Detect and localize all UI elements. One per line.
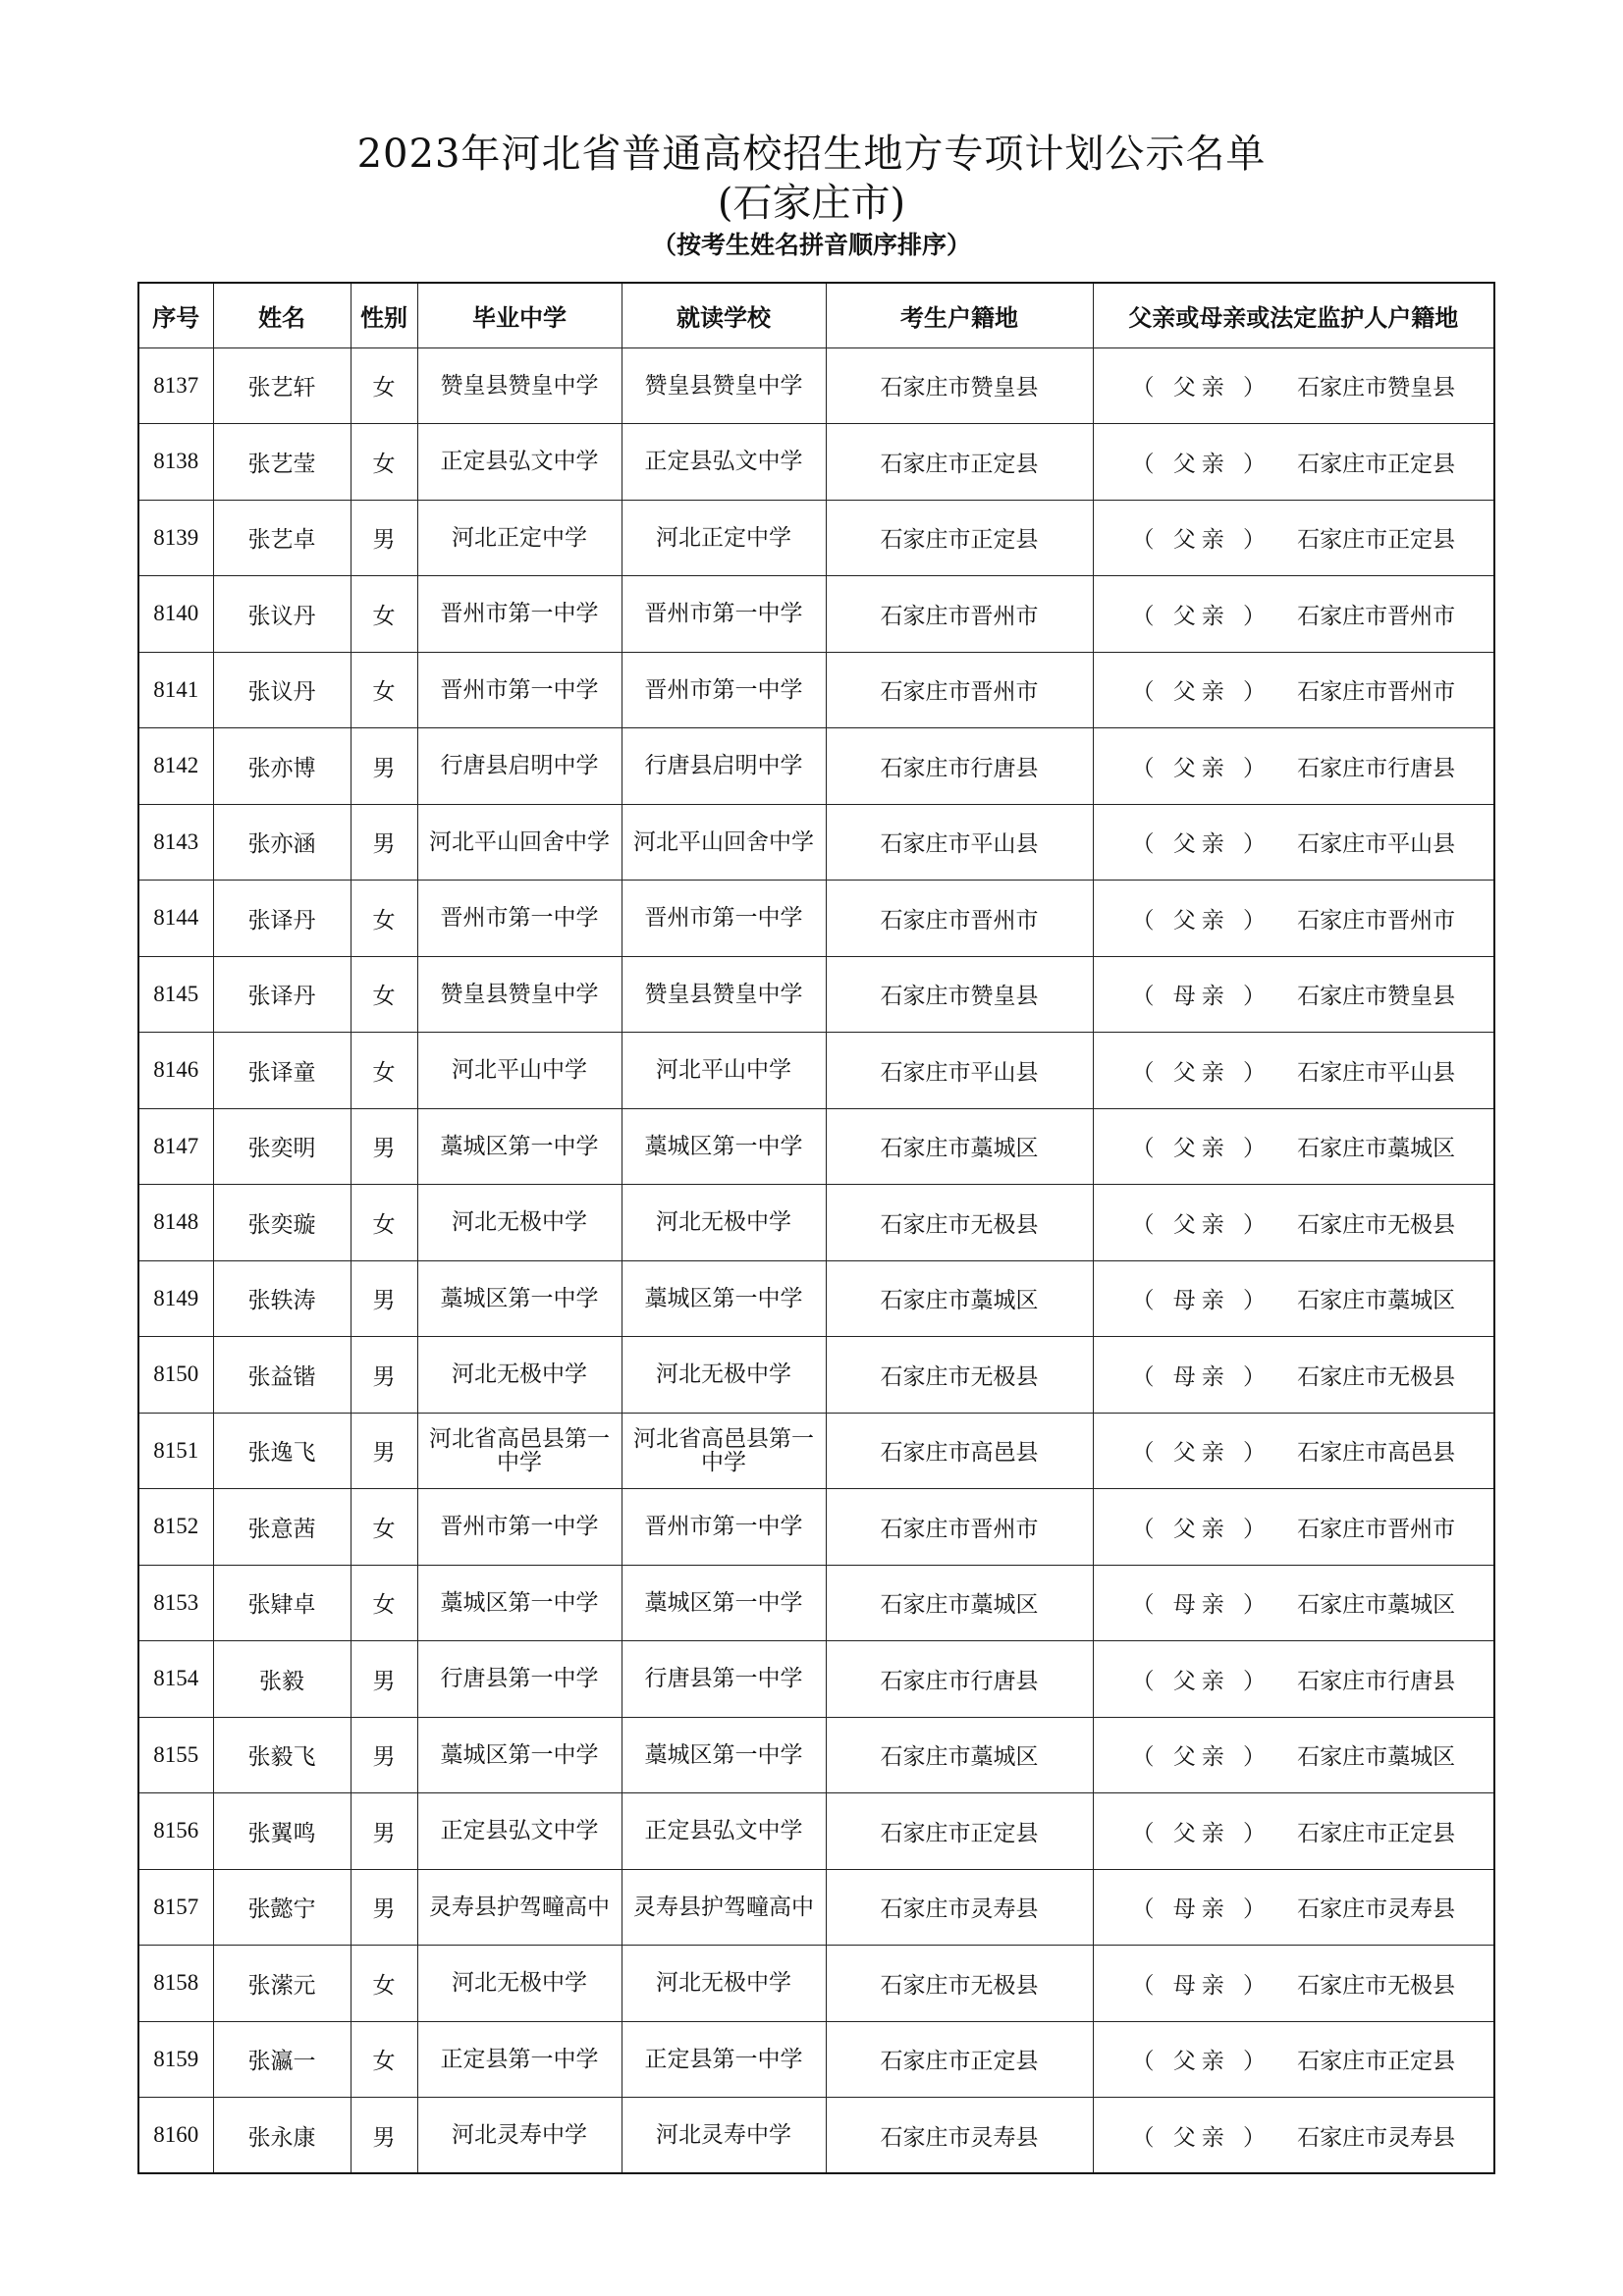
guardian-relation: （ 父亲 ）	[1131, 1820, 1272, 1846]
cell-hukou: 石家庄市行唐县	[826, 728, 1093, 805]
cell-gender: 女	[351, 2021, 417, 2098]
cell-study-school: 行唐县启明中学	[622, 728, 826, 805]
table-row	[138, 1337, 1494, 1414]
cell-guardian-hukou	[1093, 1489, 1494, 1566]
cell-hukou: 石家庄市晋州市	[826, 652, 1093, 728]
table-row	[138, 2098, 1494, 2174]
cell-study-school: 赞皇县赞皇中学	[622, 347, 826, 424]
cell-gender: 女	[351, 1946, 417, 2022]
cell-study-school: 正定县第一中学	[622, 2021, 826, 2098]
cell-grad-school: 藁城区第一中学	[417, 1717, 622, 1793]
cell-hukou: 石家庄市无极县	[826, 1337, 1093, 1414]
table-row	[138, 1717, 1494, 1793]
cell-name: 张议丹	[213, 576, 351, 653]
cell-study-school: 河北灵寿中学	[622, 2098, 826, 2174]
guardian-relation: （ 父亲 ）	[1131, 2049, 1272, 2075]
roster-body	[138, 347, 1494, 2173]
cell-study-school: 河北平山回舍中学	[622, 804, 826, 881]
guardian-relation: （ 父亲 ）	[1131, 1440, 1272, 1467]
cell-name: 张奕璇	[213, 1185, 351, 1261]
cell-name: 张懿宁	[213, 1869, 351, 1946]
guardian-relation: （ 父亲 ）	[1131, 375, 1272, 401]
cell-grad-school: 赞皇县赞皇中学	[417, 347, 622, 424]
cell-name: 张逸飞	[213, 1413, 351, 1489]
guardian-hukou: 石家庄市灵寿县	[1297, 2124, 1456, 2151]
guardian-relation: （ 父亲 ）	[1131, 907, 1272, 934]
guardian-relation: （ 母亲 ）	[1131, 1363, 1272, 1390]
cell-study-school: 河北无极中学	[622, 1946, 826, 2022]
header-guardian-hukou: 父亲或母亲或法定监护人户籍地	[1093, 283, 1494, 347]
cell-grad-school: 藁城区第一中学	[417, 1565, 622, 1641]
cell-hukou: 石家庄市晋州市	[826, 576, 1093, 653]
guardian-hukou: 石家庄市藁城区	[1297, 1744, 1456, 1771]
cell-hukou: 石家庄市正定县	[826, 500, 1093, 576]
cell-study-school: 灵寿县护驾疃高中	[622, 1869, 826, 1946]
cell-guardian-hukou	[1093, 1946, 1494, 2022]
guardian-hukou: 石家庄市赞皇县	[1297, 375, 1456, 401]
cell-guardian-hukou	[1093, 1641, 1494, 1718]
guardian-hukou: 石家庄市正定县	[1297, 451, 1456, 477]
guardian-relation: （ 父亲 ）	[1131, 679, 1272, 706]
cell-gender: 女	[351, 1565, 417, 1641]
cell-no: 8149	[138, 1260, 213, 1337]
guardian-relation: （ 父亲 ）	[1131, 603, 1272, 629]
cell-hukou: 石家庄市藁城区	[826, 1565, 1093, 1641]
cell-hukou: 石家庄市藁城区	[826, 1717, 1093, 1793]
table-row	[138, 728, 1494, 805]
cell-name: 张轶涛	[213, 1260, 351, 1337]
table-row	[138, 1489, 1494, 1566]
cell-no: 8157	[138, 1869, 213, 1946]
table-row	[138, 1108, 1494, 1185]
cell-study-school: 藁城区第一中学	[622, 1565, 826, 1641]
cell-no: 8142	[138, 728, 213, 805]
guardian-hukou: 石家庄市行唐县	[1297, 755, 1456, 781]
cell-name: 张毅飞	[213, 1717, 351, 1793]
cell-name: 张潆元	[213, 1946, 351, 2022]
header-row	[138, 283, 1494, 347]
guardian-relation: （ 父亲 ）	[1131, 1211, 1272, 1238]
cell-study-school: 河北正定中学	[622, 500, 826, 576]
guardian-hukou: 石家庄市正定县	[1297, 1820, 1456, 1846]
guardian-relation: （ 父亲 ）	[1131, 527, 1272, 554]
cell-hukou: 石家庄市无极县	[826, 1185, 1093, 1261]
cell-no: 8138	[138, 424, 213, 501]
cell-study-school: 正定县弘文中学	[622, 424, 826, 501]
cell-no: 8150	[138, 1337, 213, 1414]
cell-no: 8145	[138, 956, 213, 1033]
table-row	[138, 500, 1494, 576]
cell-name: 张意茜	[213, 1489, 351, 1566]
cell-name: 张艺莹	[213, 424, 351, 501]
cell-grad-school: 藁城区第一中学	[417, 1260, 622, 1337]
cell-grad-school: 灵寿县护驾疃高中	[417, 1869, 622, 1946]
cell-guardian-hukou	[1093, 1033, 1494, 1109]
cell-gender: 男	[351, 1717, 417, 1793]
cell-gender: 男	[351, 500, 417, 576]
guardian-hukou: 石家庄市平山县	[1297, 1059, 1456, 1086]
guardian-relation: （ 母亲 ）	[1131, 984, 1272, 1010]
cell-name: 张译丹	[213, 956, 351, 1033]
cell-no: 8140	[138, 576, 213, 653]
header-hukou: 考生户籍地	[826, 283, 1093, 347]
cell-grad-school: 晋州市第一中学	[417, 652, 622, 728]
cell-gender: 女	[351, 956, 417, 1033]
cell-gender: 男	[351, 1260, 417, 1337]
cell-no: 8141	[138, 652, 213, 728]
cell-hukou: 石家庄市平山县	[826, 1033, 1093, 1109]
cell-guardian-hukou	[1093, 1108, 1494, 1185]
cell-guardian-hukou	[1093, 1717, 1494, 1793]
cell-guardian-hukou	[1093, 424, 1494, 501]
guardian-hukou: 石家庄市赞皇县	[1297, 984, 1456, 1010]
cell-name: 张艺轩	[213, 347, 351, 424]
cell-gender: 男	[351, 1793, 417, 1870]
page-title: 2023年河北省普通高校招生地方专项计划公示名单	[356, 132, 1267, 177]
cell-grad-school: 河北灵寿中学	[417, 2098, 622, 2174]
cell-study-school: 藁城区第一中学	[622, 1717, 826, 1793]
cell-study-school: 河北无极中学	[622, 1337, 826, 1414]
guardian-hukou: 石家庄市无极县	[1297, 1363, 1456, 1390]
cell-hukou: 石家庄市藁城区	[826, 1108, 1093, 1185]
cell-guardian-hukou	[1093, 804, 1494, 881]
header-gender: 性别	[351, 283, 417, 347]
cell-study-school: 正定县弘文中学	[622, 1793, 826, 1870]
cell-hukou: 石家庄市藁城区	[826, 1260, 1093, 1337]
cell-guardian-hukou	[1093, 728, 1494, 805]
cell-grad-school: 河北无极中学	[417, 1185, 622, 1261]
guardian-relation: （ 父亲 ）	[1131, 1744, 1272, 1771]
cell-guardian-hukou	[1093, 1185, 1494, 1261]
cell-no: 8147	[138, 1108, 213, 1185]
header-no: 序号	[138, 283, 213, 347]
cell-name: 张毅	[213, 1641, 351, 1718]
cell-gender: 男	[351, 804, 417, 881]
guardian-hukou: 石家庄市晋州市	[1297, 603, 1456, 629]
cell-gender: 女	[351, 652, 417, 728]
cell-study-school: 藁城区第一中学	[622, 1260, 826, 1337]
cell-hukou: 石家庄市行唐县	[826, 1641, 1093, 1718]
cell-name: 张瀛一	[213, 2021, 351, 2098]
cell-gender: 男	[351, 1413, 417, 1489]
cell-guardian-hukou	[1093, 576, 1494, 653]
table-row	[138, 1946, 1494, 2022]
cell-gender: 女	[351, 347, 417, 424]
cell-name: 张肄卓	[213, 1565, 351, 1641]
cell-grad-school: 藁城区第一中学	[417, 1108, 622, 1185]
cell-grad-school: 晋州市第一中学	[417, 881, 622, 957]
cell-hukou: 石家庄市晋州市	[826, 881, 1093, 957]
cell-no: 8155	[138, 1717, 213, 1793]
table-row	[138, 424, 1494, 501]
cell-no: 8153	[138, 1565, 213, 1641]
table-row	[138, 1185, 1494, 1261]
cell-name: 张永康	[213, 2098, 351, 2174]
guardian-hukou: 石家庄市晋州市	[1297, 907, 1456, 934]
cell-name: 张亦博	[213, 728, 351, 805]
cell-hukou: 石家庄市无极县	[826, 1946, 1093, 2022]
cell-gender: 女	[351, 1185, 417, 1261]
cell-gender: 男	[351, 1641, 417, 1718]
cell-name: 张翼鸣	[213, 1793, 351, 1870]
cell-grad-school: 河北平山中学	[417, 1033, 622, 1109]
cell-gender: 男	[351, 1869, 417, 1946]
cell-name: 张亦涵	[213, 804, 351, 881]
cell-name: 张译童	[213, 1033, 351, 1109]
cell-study-school: 河北省高邑县第一中学	[622, 1413, 826, 1489]
cell-hukou: 石家庄市正定县	[826, 1793, 1093, 1870]
cell-no: 8144	[138, 881, 213, 957]
guardian-hukou: 石家庄市正定县	[1297, 2049, 1456, 2075]
cell-hukou: 石家庄市正定县	[826, 424, 1093, 501]
guardian-hukou: 石家庄市高邑县	[1297, 1440, 1456, 1467]
table-row	[138, 576, 1494, 653]
cell-gender: 女	[351, 1033, 417, 1109]
cell-guardian-hukou	[1093, 1869, 1494, 1946]
table-row	[138, 1641, 1494, 1718]
table-row	[138, 652, 1494, 728]
table-row	[138, 804, 1494, 881]
cell-grad-school: 赞皇县赞皇中学	[417, 956, 622, 1033]
cell-gender: 女	[351, 1489, 417, 1566]
cell-study-school: 河北平山中学	[622, 1033, 826, 1109]
cell-study-school: 晋州市第一中学	[622, 1489, 826, 1566]
cell-gender: 女	[351, 576, 417, 653]
cell-hukou: 石家庄市高邑县	[826, 1413, 1093, 1489]
cell-hukou: 石家庄市晋州市	[826, 1489, 1093, 1566]
guardian-hukou: 石家庄市藁城区	[1297, 1288, 1456, 1314]
guardian-relation: （ 父亲 ）	[1131, 1059, 1272, 1086]
cell-gender: 男	[351, 1108, 417, 1185]
cell-no: 8139	[138, 500, 213, 576]
table-row	[138, 1793, 1494, 1870]
cell-guardian-hukou	[1093, 347, 1494, 424]
cell-grad-school: 行唐县启明中学	[417, 728, 622, 805]
cell-study-school: 晋州市第一中学	[622, 652, 826, 728]
table-row	[138, 1565, 1494, 1641]
guardian-relation: （ 父亲 ）	[1131, 1136, 1272, 1162]
sort-note: （按考生姓名拼音顺序排序）	[651, 231, 971, 259]
table-row	[138, 881, 1494, 957]
guardian-relation: （ 父亲 ）	[1131, 755, 1272, 781]
cell-grad-school: 河北无极中学	[417, 1946, 622, 2022]
cell-study-school: 藁城区第一中学	[622, 1108, 826, 1185]
cell-name: 张益锴	[213, 1337, 351, 1414]
cell-gender: 男	[351, 2098, 417, 2174]
cell-hukou: 石家庄市灵寿县	[826, 1869, 1093, 1946]
cell-no: 8143	[138, 804, 213, 881]
guardian-relation: （ 父亲 ）	[1131, 1516, 1272, 1542]
table-row	[138, 347, 1494, 424]
cell-gender: 男	[351, 728, 417, 805]
cell-no: 8159	[138, 2021, 213, 2098]
guardian-hukou: 石家庄市行唐县	[1297, 1668, 1456, 1694]
cell-grad-school: 晋州市第一中学	[417, 576, 622, 653]
page-subtitle: (石家庄市)	[717, 181, 906, 226]
guardian-hukou: 石家庄市正定县	[1297, 527, 1456, 554]
cell-study-school: 赞皇县赞皇中学	[622, 956, 826, 1033]
cell-grad-school: 河北省高邑县第一中学	[417, 1413, 622, 1489]
cell-hukou: 石家庄市赞皇县	[826, 956, 1093, 1033]
roster-table	[137, 282, 1495, 2174]
cell-gender: 女	[351, 424, 417, 501]
header-name: 姓名	[213, 283, 351, 347]
cell-guardian-hukou	[1093, 881, 1494, 957]
guardian-relation: （ 母亲 ）	[1131, 1592, 1272, 1619]
cell-guardian-hukou	[1093, 1260, 1494, 1337]
cell-guardian-hukou	[1093, 2021, 1494, 2098]
guardian-relation: （ 父亲 ）	[1131, 2124, 1272, 2151]
cell-gender: 女	[351, 881, 417, 957]
cell-guardian-hukou	[1093, 1793, 1494, 1870]
cell-study-school: 行唐县第一中学	[622, 1641, 826, 1718]
cell-grad-school: 正定县弘文中学	[417, 424, 622, 501]
cell-guardian-hukou	[1093, 1565, 1494, 1641]
cell-no: 8158	[138, 1946, 213, 2022]
cell-name: 张艺卓	[213, 500, 351, 576]
table-row	[138, 2021, 1494, 2098]
cell-grad-school: 晋州市第一中学	[417, 1489, 622, 1566]
cell-no: 8146	[138, 1033, 213, 1109]
guardian-hukou: 石家庄市无极县	[1297, 1211, 1456, 1238]
guardian-relation: （ 父亲 ）	[1131, 1668, 1272, 1694]
guardian-hukou: 石家庄市晋州市	[1297, 679, 1456, 706]
cell-gender: 男	[351, 1337, 417, 1414]
cell-no: 8154	[138, 1641, 213, 1718]
cell-grad-school: 行唐县第一中学	[417, 1641, 622, 1718]
table-row	[138, 1260, 1494, 1337]
cell-study-school: 晋州市第一中学	[622, 881, 826, 957]
cell-no: 8151	[138, 1413, 213, 1489]
cell-guardian-hukou	[1093, 956, 1494, 1033]
cell-hukou: 石家庄市灵寿县	[826, 2098, 1093, 2174]
cell-study-school: 晋州市第一中学	[622, 576, 826, 653]
table-row	[138, 1033, 1494, 1109]
guardian-relation: （ 父亲 ）	[1131, 451, 1272, 477]
guardian-relation: （ 母亲 ）	[1131, 1288, 1272, 1314]
cell-no: 8137	[138, 347, 213, 424]
guardian-hukou: 石家庄市平山县	[1297, 831, 1456, 858]
header-study-school: 就读学校	[622, 283, 826, 347]
guardian-relation: （ 母亲 ）	[1131, 1896, 1272, 1923]
cell-guardian-hukou	[1093, 500, 1494, 576]
cell-no: 8152	[138, 1489, 213, 1566]
table-row	[138, 956, 1494, 1033]
cell-no: 8148	[138, 1185, 213, 1261]
cell-grad-school: 正定县弘文中学	[417, 1793, 622, 1870]
header-grad-school: 毕业中学	[417, 283, 622, 347]
cell-hukou: 石家庄市平山县	[826, 804, 1093, 881]
cell-grad-school: 正定县第一中学	[417, 2021, 622, 2098]
cell-guardian-hukou	[1093, 2098, 1494, 2174]
cell-guardian-hukou	[1093, 1337, 1494, 1414]
cell-no: 8160	[138, 2098, 213, 2174]
cell-grad-school: 河北正定中学	[417, 500, 622, 576]
cell-study-school: 河北无极中学	[622, 1185, 826, 1261]
cell-hukou: 石家庄市赞皇县	[826, 347, 1093, 424]
cell-grad-school: 河北无极中学	[417, 1337, 622, 1414]
cell-name: 张议丹	[213, 652, 351, 728]
guardian-hukou: 石家庄市藁城区	[1297, 1136, 1456, 1162]
cell-guardian-hukou	[1093, 652, 1494, 728]
cell-name: 张奕明	[213, 1108, 351, 1185]
cell-hukou: 石家庄市正定县	[826, 2021, 1093, 2098]
table-row	[138, 1869, 1494, 1946]
cell-guardian-hukou	[1093, 1413, 1494, 1489]
guardian-hukou: 石家庄市藁城区	[1297, 1592, 1456, 1619]
guardian-relation: （ 父亲 ）	[1131, 831, 1272, 858]
guardian-relation: （ 母亲 ）	[1131, 1972, 1272, 1999]
cell-name: 张译丹	[213, 881, 351, 957]
cell-no: 8156	[138, 1793, 213, 1870]
table-row	[138, 1413, 1494, 1489]
cell-grad-school: 河北平山回舍中学	[417, 804, 622, 881]
guardian-hukou: 石家庄市无极县	[1297, 1972, 1456, 1999]
guardian-hukou: 石家庄市晋州市	[1297, 1516, 1456, 1542]
guardian-hukou: 石家庄市灵寿县	[1297, 1896, 1456, 1923]
